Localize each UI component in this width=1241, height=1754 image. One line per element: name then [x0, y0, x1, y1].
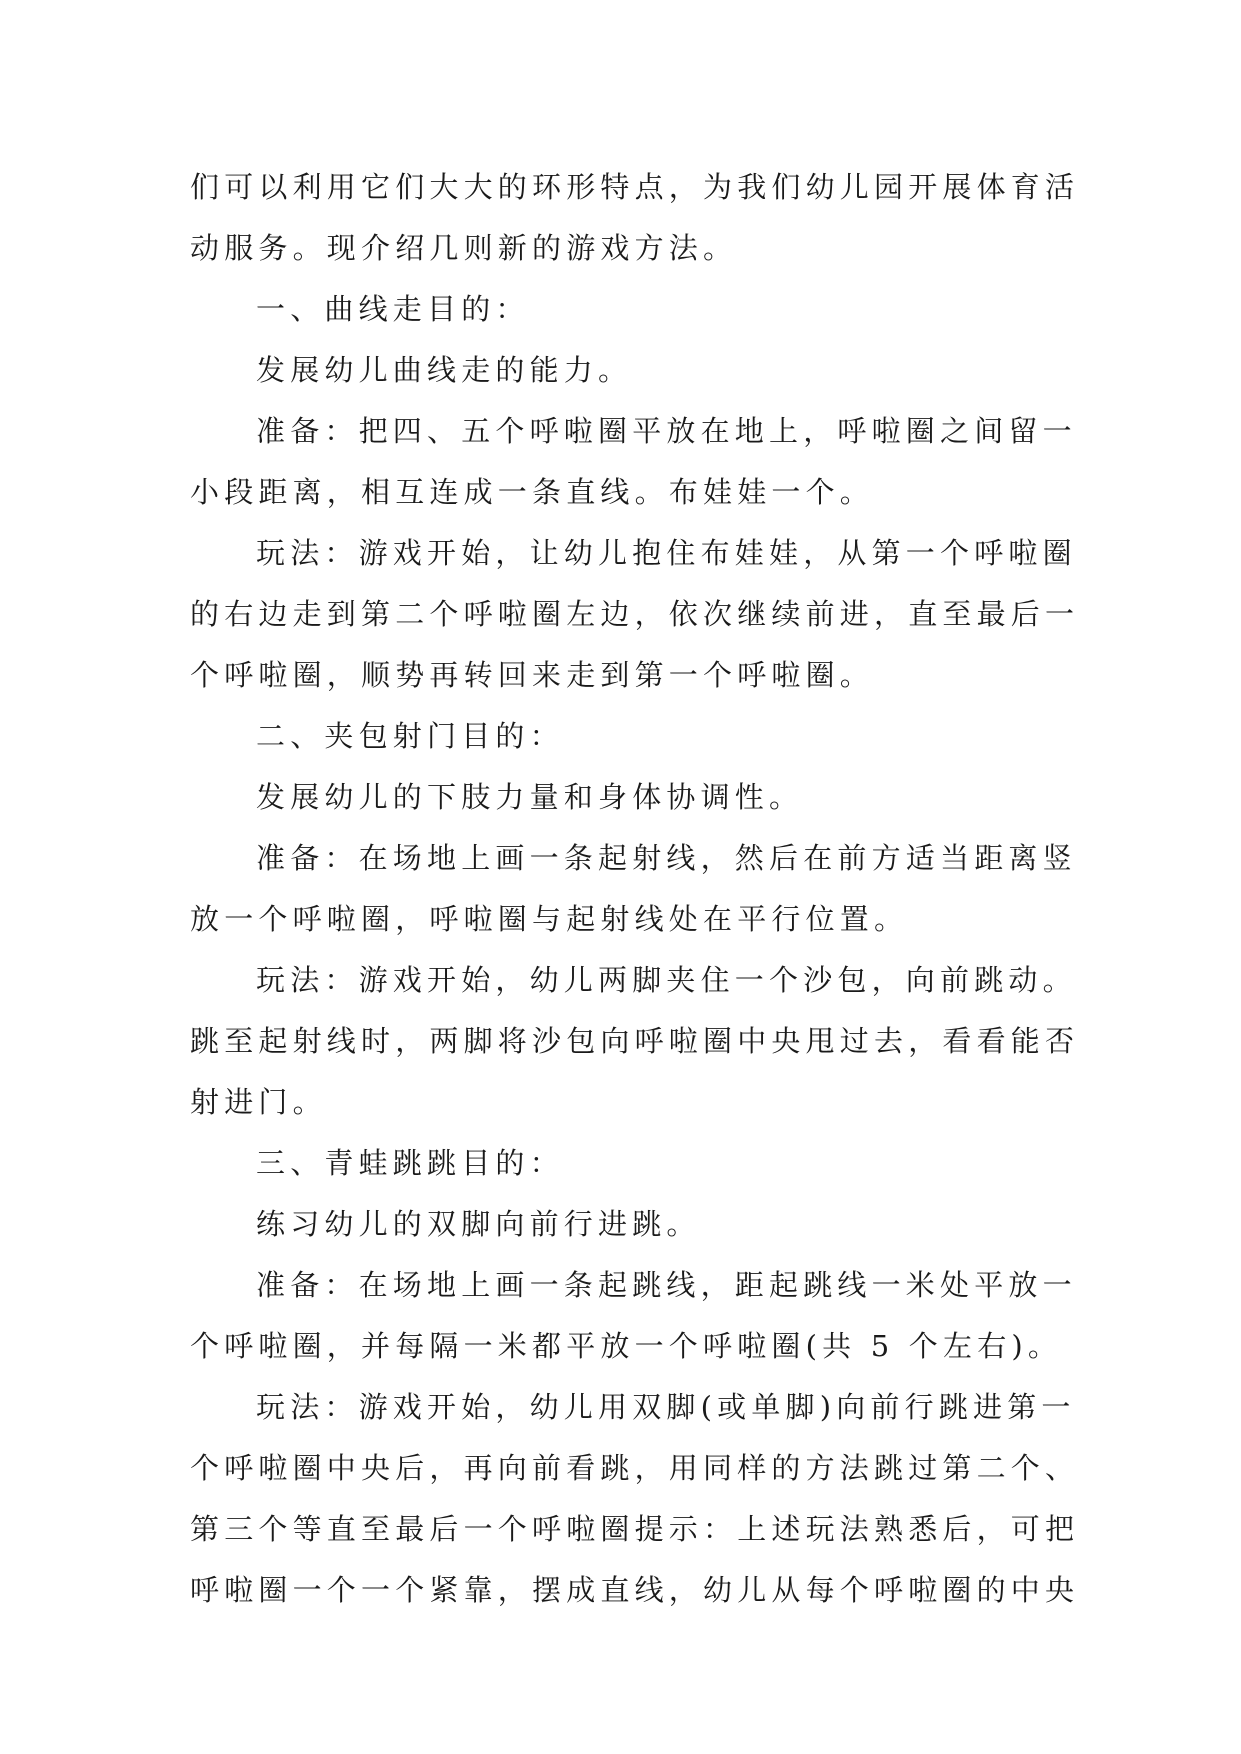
text-line: 的右边走到第二个呼啦圈左边，依次继续前进，直至最后一 — [190, 597, 1080, 631]
text-line: 玩法：游戏开始，让幼儿抱住布娃娃，从第一个呼啦圈 — [256, 536, 1077, 570]
text-line: 第三个等直至最后一个呼啦圈提示：上述玩法熟悉后，可把 — [190, 1512, 1080, 1546]
text-line: 呼啦圈一个一个紧靠，摆成直线，幼儿从每个呼啦圈的中央 — [190, 1573, 1080, 1607]
text-line: 玩法：游戏开始，幼儿用双脚(或单脚)向前行跳进第一 — [256, 1390, 1076, 1424]
text-line: 准备：在场地上画一条起射线，然后在前方适当距离竖 — [256, 841, 1077, 875]
text-line: 练习幼儿的双脚向前行进跳。 — [256, 1207, 701, 1241]
text-line: 个呼啦圈中央后，再向前看跳，用同样的方法跳过第二个、 — [190, 1451, 1080, 1485]
section-heading: 二、夹包射门目的： — [256, 719, 564, 753]
text-line: 发展幼儿的下肢力量和身体协调性。 — [256, 780, 804, 814]
text-line: 跳至起射线时，两脚将沙包向呼啦圈中央甩过去，看看能否 — [190, 1024, 1080, 1058]
section-heading: 三、青蛙跳跳目的： — [256, 1146, 564, 1180]
text-line: 准备：在场地上画一条起跳线，距起跳线一米处平放一 — [256, 1268, 1077, 1302]
text-line: 们可以利用它们大大的环形特点，为我们幼儿园开展体育活 — [190, 170, 1080, 204]
text-line: 个呼啦圈，顺势再转回来走到第一个呼啦圈。 — [190, 658, 875, 692]
text-line: 玩法：游戏开始，幼儿两脚夹住一个沙包，向前跳动。 — [256, 963, 1077, 997]
text-line: 小段距离，相互连成一条直线。布娃娃一个。 — [190, 475, 875, 509]
text-line: 发展幼儿曲线走的能力。 — [256, 353, 633, 387]
text-line: 射进门。 — [190, 1085, 327, 1119]
text-line: 个呼啦圈，并每隔一米都平放一个呼啦圈(共 5 个左右)。 — [190, 1329, 1063, 1363]
text-line: 放一个呼啦圈，呼啦圈与起射线处在平行位置。 — [190, 902, 909, 936]
section-heading: 一、曲线走目的： — [256, 292, 530, 326]
text-line: 准备：把四、五个呼啦圈平放在地上，呼啦圈之间留一 — [256, 414, 1077, 448]
text-line: 动服务。现介绍几则新的游戏方法。 — [190, 231, 738, 265]
